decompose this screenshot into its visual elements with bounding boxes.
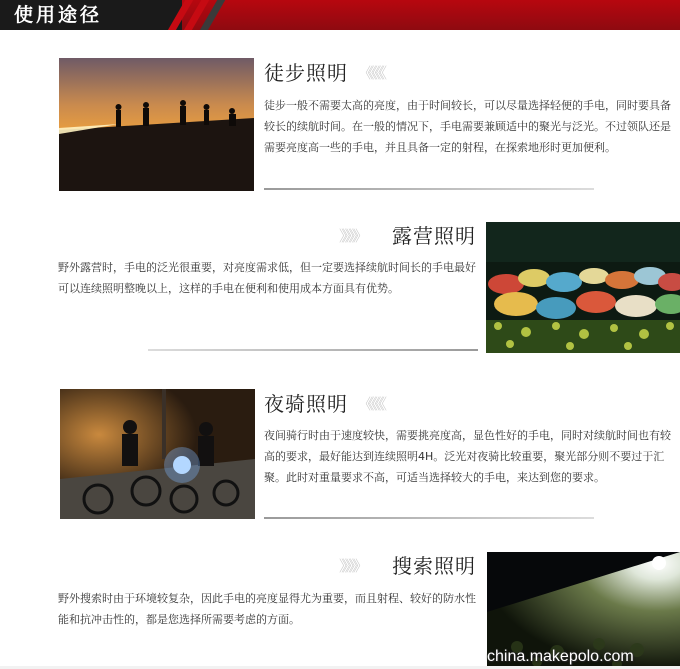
chevron-right-decoration-icon: 》》》》》 (339, 557, 365, 575)
section-text-hiking: 徒步一般不需要太高的亮度，由于时间较长，可以尽量选择轻便的手电，同时要具备较长的续航时间。在一般的情况下，手电需要兼顾适中的聚光与泛光。不过领队还是需要亮度高一些的手电，并且具备一定的射程，在探索地形时更加便利。 (264, 99, 671, 154)
divider (264, 517, 594, 519)
section-text-search: 野外搜索时由于环境较复杂，因此手电的亮度显得尤为重要，而且射程、较好的防水性能和抗冲击性的，都是您选择所需要考虑的方面。 (58, 592, 476, 626)
section-text-camping: 野外露营时，手电的泛光很重要，对亮度需求低，但一定要选择续航时间长的手电最好可以连续照明整晚以上，这样的手电在便利和使用成本方面具有优势。 (58, 261, 476, 295)
night-cyclists-photo (60, 389, 255, 519)
hikers-sunset-photo (59, 58, 254, 191)
camping-tents-photo (486, 222, 680, 353)
section-title: 使用途径 (14, 4, 103, 26)
section-title-camping: 露营照明 (392, 224, 476, 248)
section-title-night-cycling: 夜骑照明 (264, 392, 348, 416)
divider (264, 188, 594, 190)
section-text-night-cycling: 夜间骑行时由于速度较快，需要挑亮度高，显色性好的手电，同时对续航时间也有较高的要求，最好能达到连续照明4H。泛光对夜骑比较重要，聚光部分则不要过于汇聚。此时对重量要求不高，可适当选择较大的手电，来达到您的要求。 (264, 429, 671, 484)
chevron-left-decoration-icon: 《《《《《 (358, 395, 384, 413)
chevron-right-decoration-icon: 》》》》》 (339, 227, 365, 245)
section-title-hiking: 徒步照明 (264, 61, 348, 85)
section-header-bar (0, 0, 680, 30)
divider (148, 349, 478, 351)
section-title-search: 搜索照明 (392, 554, 476, 578)
chevron-left-decoration-icon: 《《《《《 (358, 64, 384, 82)
watermark-text: china.makepolo.com (487, 648, 634, 665)
